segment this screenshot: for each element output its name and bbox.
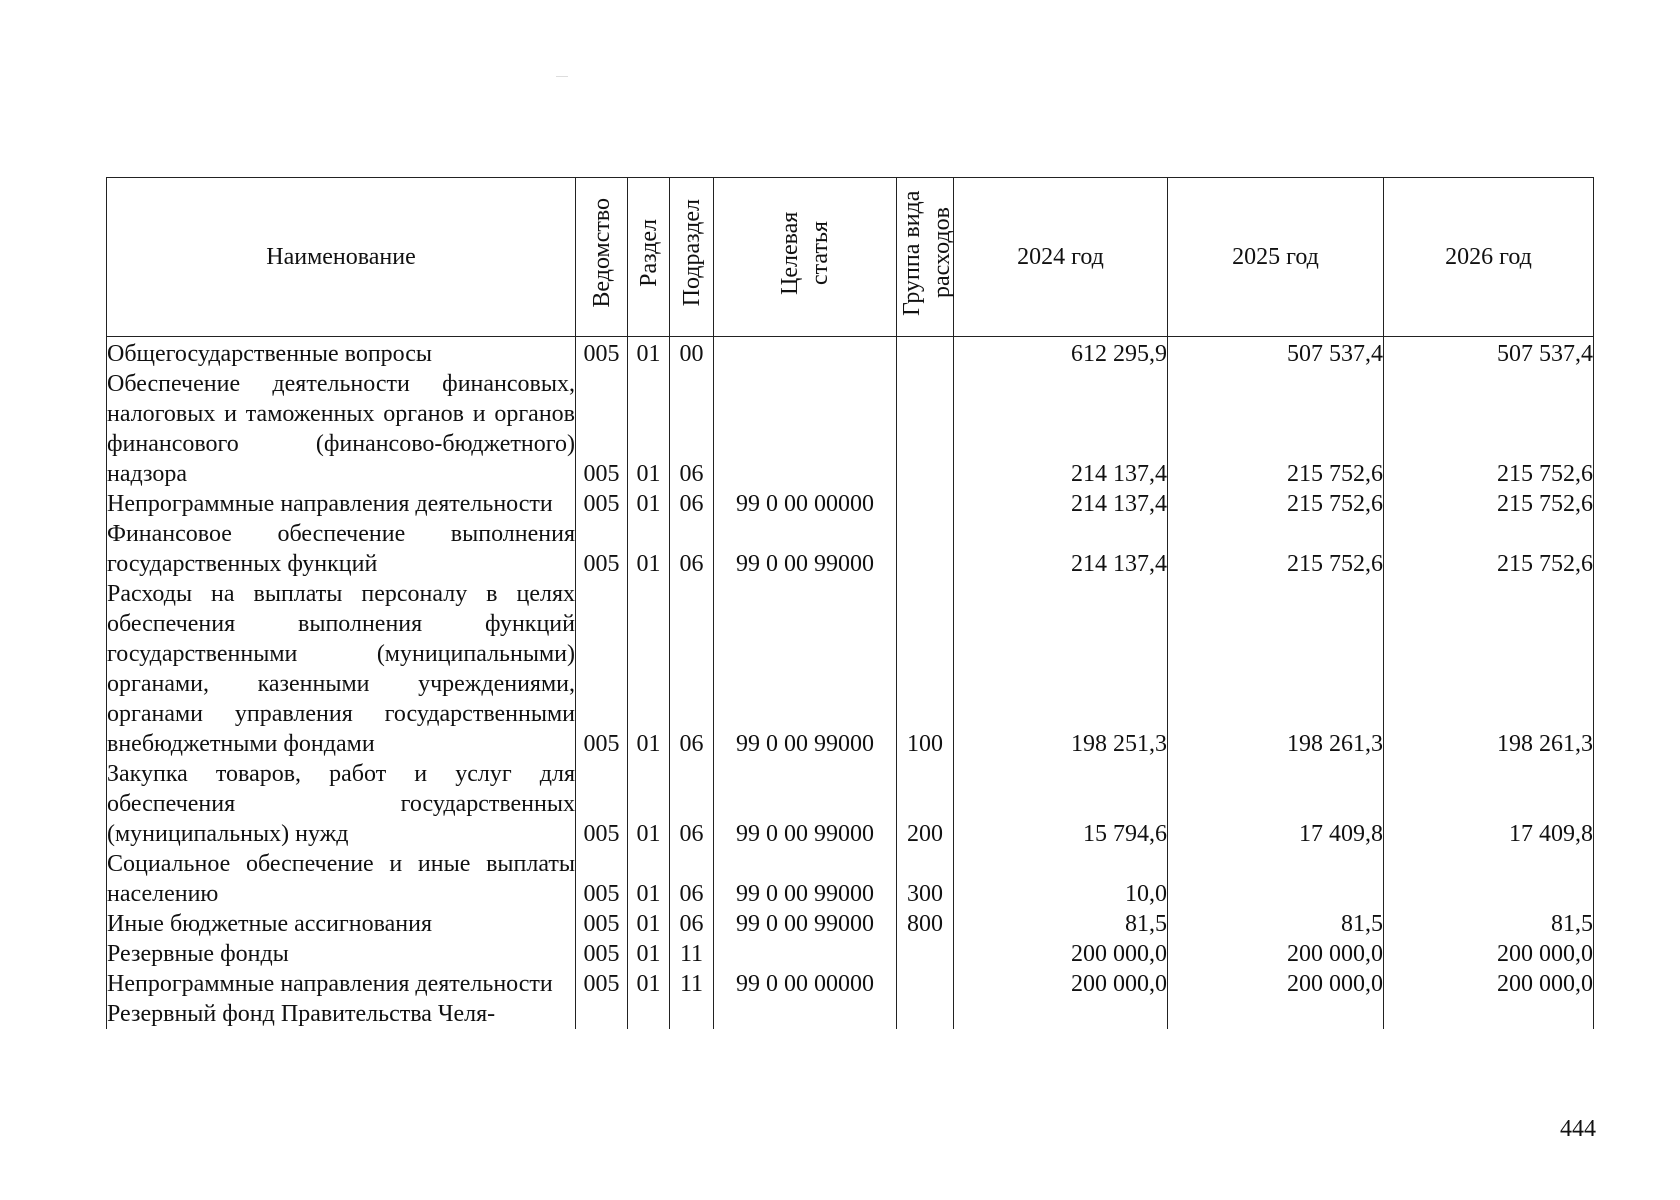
header-dept bbox=[576, 178, 628, 337]
row-target: 99 0 00 99000 bbox=[714, 909, 897, 939]
row-subsection bbox=[670, 999, 714, 1029]
row-group: 300 bbox=[897, 849, 954, 909]
row-dept: 005 bbox=[576, 369, 628, 489]
row-section: 01 bbox=[628, 519, 670, 579]
row-2024: 200 000,0 bbox=[954, 939, 1168, 969]
row-2025: 215 752,6 bbox=[1168, 489, 1384, 519]
row-group bbox=[897, 999, 954, 1029]
row-subsection: 06 bbox=[670, 369, 714, 489]
row-section: 01 bbox=[628, 759, 670, 849]
table-row bbox=[107, 939, 1594, 969]
row-group: 100 bbox=[897, 579, 954, 759]
row-dept: 005 bbox=[576, 939, 628, 969]
row-target bbox=[714, 939, 897, 969]
table-row bbox=[107, 999, 1594, 1029]
row-target bbox=[714, 999, 897, 1029]
header-section-label: Раздел bbox=[635, 219, 662, 287]
table-row bbox=[107, 579, 1594, 759]
header-2024: 2024 год bbox=[954, 178, 1168, 337]
row-name: Расходы на выплаты персоналу в целях обеспечения выполнения функций государственными (муниципальными) органами, казенными учреждениями, органами управления государственными внебюджетными фондами bbox=[107, 581, 575, 757]
header-section bbox=[628, 178, 670, 337]
table-row bbox=[107, 369, 1594, 489]
row-2025: 17 409,8 bbox=[1168, 759, 1384, 849]
header-group-label: Группа вида расходов bbox=[899, 190, 955, 316]
row-dept: 005 bbox=[576, 969, 628, 999]
row-group bbox=[897, 489, 954, 519]
row-group bbox=[897, 969, 954, 999]
row-section: 01 bbox=[628, 579, 670, 759]
row-dept: 005 bbox=[576, 759, 628, 849]
row-dept bbox=[576, 999, 628, 1029]
table-row bbox=[107, 759, 1594, 849]
row-dept: 005 bbox=[576, 489, 628, 519]
row-name: Обеспечение деятельности финансовых, налоговых и таможенных органов и органов финансового (финансово-бюджетного) надзора bbox=[107, 371, 575, 487]
row-2026: 81,5 bbox=[1384, 909, 1594, 939]
row-2024: 10,0 bbox=[954, 849, 1168, 909]
row-group bbox=[897, 337, 954, 370]
row-2025: 81,5 bbox=[1168, 909, 1384, 939]
row-dept: 005 bbox=[576, 579, 628, 759]
row-target bbox=[714, 337, 897, 370]
row-subsection: 06 bbox=[670, 489, 714, 519]
header-group bbox=[897, 178, 954, 337]
row-2024: 81,5 bbox=[954, 909, 1168, 939]
table-row bbox=[107, 969, 1594, 999]
header-subsection-label: Подраздел bbox=[678, 199, 705, 307]
page-number: 444 bbox=[1560, 1116, 1596, 1142]
row-2024: 15 794,6 bbox=[954, 759, 1168, 849]
scan-mark bbox=[556, 76, 568, 77]
row-section: 01 bbox=[628, 369, 670, 489]
row-2025: 200 000,0 bbox=[1168, 969, 1384, 999]
row-section: 01 bbox=[628, 337, 670, 370]
row-section: 01 bbox=[628, 489, 670, 519]
table-header-row bbox=[107, 178, 1594, 337]
row-2025: 507 537,4 bbox=[1168, 337, 1384, 370]
row-name: Социальное обеспечение и иные выплаты населению bbox=[107, 851, 575, 907]
row-name: Общегосударственные вопросы bbox=[107, 337, 576, 370]
header-2026: 2026 год bbox=[1384, 178, 1594, 337]
row-subsection: 00 bbox=[670, 337, 714, 370]
header-subsection bbox=[670, 178, 714, 337]
header-dept-label: Ведомство bbox=[588, 198, 615, 308]
row-subsection: 11 bbox=[670, 939, 714, 969]
row-target bbox=[714, 369, 897, 489]
row-group: 800 bbox=[897, 909, 954, 939]
row-target: 99 0 00 00000 bbox=[714, 489, 897, 519]
row-2025 bbox=[1168, 849, 1384, 909]
row-2025: 198 261,3 bbox=[1168, 579, 1384, 759]
row-target: 99 0 00 99000 bbox=[714, 579, 897, 759]
row-target: 99 0 00 99000 bbox=[714, 759, 897, 849]
header-2025: 2025 год bbox=[1168, 178, 1384, 337]
header-target bbox=[714, 178, 897, 337]
row-section: 01 bbox=[628, 969, 670, 999]
row-2026: 200 000,0 bbox=[1384, 969, 1594, 999]
row-name: Резервный фонд Правительства Челя- bbox=[107, 999, 576, 1029]
table-row bbox=[107, 519, 1594, 579]
row-2024: 214 137,4 bbox=[954, 489, 1168, 519]
row-section bbox=[628, 999, 670, 1029]
header-target-label: Целевая статья bbox=[777, 211, 833, 295]
row-section: 01 bbox=[628, 909, 670, 939]
row-2024: 214 137,4 bbox=[954, 369, 1168, 489]
row-2024: 200 000,0 bbox=[954, 969, 1168, 999]
row-subsection: 11 bbox=[670, 969, 714, 999]
row-name: Финансовое обеспечение выполнения государственных функций bbox=[107, 521, 575, 577]
row-2026: 215 752,6 bbox=[1384, 519, 1594, 579]
row-subsection: 06 bbox=[670, 759, 714, 849]
row-dept: 005 bbox=[576, 337, 628, 370]
row-group bbox=[897, 939, 954, 969]
row-2026 bbox=[1384, 849, 1594, 909]
row-2024: 198 251,3 bbox=[954, 579, 1168, 759]
row-2025: 215 752,6 bbox=[1168, 519, 1384, 579]
budget-table bbox=[106, 177, 1594, 1029]
row-section: 01 bbox=[628, 939, 670, 969]
row-2026: 215 752,6 bbox=[1384, 369, 1594, 489]
row-target: 99 0 00 99000 bbox=[714, 519, 897, 579]
row-dept: 005 bbox=[576, 519, 628, 579]
row-section: 01 bbox=[628, 849, 670, 909]
row-2026: 198 261,3 bbox=[1384, 579, 1594, 759]
row-dept: 005 bbox=[576, 909, 628, 939]
row-2025: 215 752,6 bbox=[1168, 369, 1384, 489]
row-2024 bbox=[954, 999, 1168, 1029]
row-name: Непрограммные направления деятельности bbox=[107, 489, 576, 519]
row-2025 bbox=[1168, 999, 1384, 1029]
row-2026 bbox=[1384, 999, 1594, 1029]
row-name: Резервные фонды bbox=[107, 939, 576, 969]
row-2025: 200 000,0 bbox=[1168, 939, 1384, 969]
row-2024: 214 137,4 bbox=[954, 519, 1168, 579]
row-group: 200 bbox=[897, 759, 954, 849]
row-subsection: 06 bbox=[670, 849, 714, 909]
row-name: Закупка товаров, работ и услуг для обеспечения государственных (муниципальных) нужд bbox=[107, 761, 575, 847]
table-row bbox=[107, 489, 1594, 519]
table-row bbox=[107, 337, 1594, 370]
row-2026: 200 000,0 bbox=[1384, 939, 1594, 969]
row-subsection: 06 bbox=[670, 579, 714, 759]
row-dept: 005 bbox=[576, 849, 628, 909]
row-name: Непрограммные направления деятельности bbox=[107, 969, 576, 999]
row-subsection: 06 bbox=[670, 519, 714, 579]
row-2026: 17 409,8 bbox=[1384, 759, 1594, 849]
row-2026: 507 537,4 bbox=[1384, 337, 1594, 370]
row-group bbox=[897, 369, 954, 489]
row-target: 99 0 00 99000 bbox=[714, 849, 897, 909]
row-name: Иные бюджетные ассигнования bbox=[107, 909, 576, 939]
row-group bbox=[897, 519, 954, 579]
row-2026: 215 752,6 bbox=[1384, 489, 1594, 519]
row-2024: 612 295,9 bbox=[954, 337, 1168, 370]
table-row bbox=[107, 909, 1594, 939]
row-target: 99 0 00 00000 bbox=[714, 969, 897, 999]
header-name: Наименование bbox=[107, 178, 576, 337]
row-subsection: 06 bbox=[670, 909, 714, 939]
table-row bbox=[107, 849, 1594, 909]
